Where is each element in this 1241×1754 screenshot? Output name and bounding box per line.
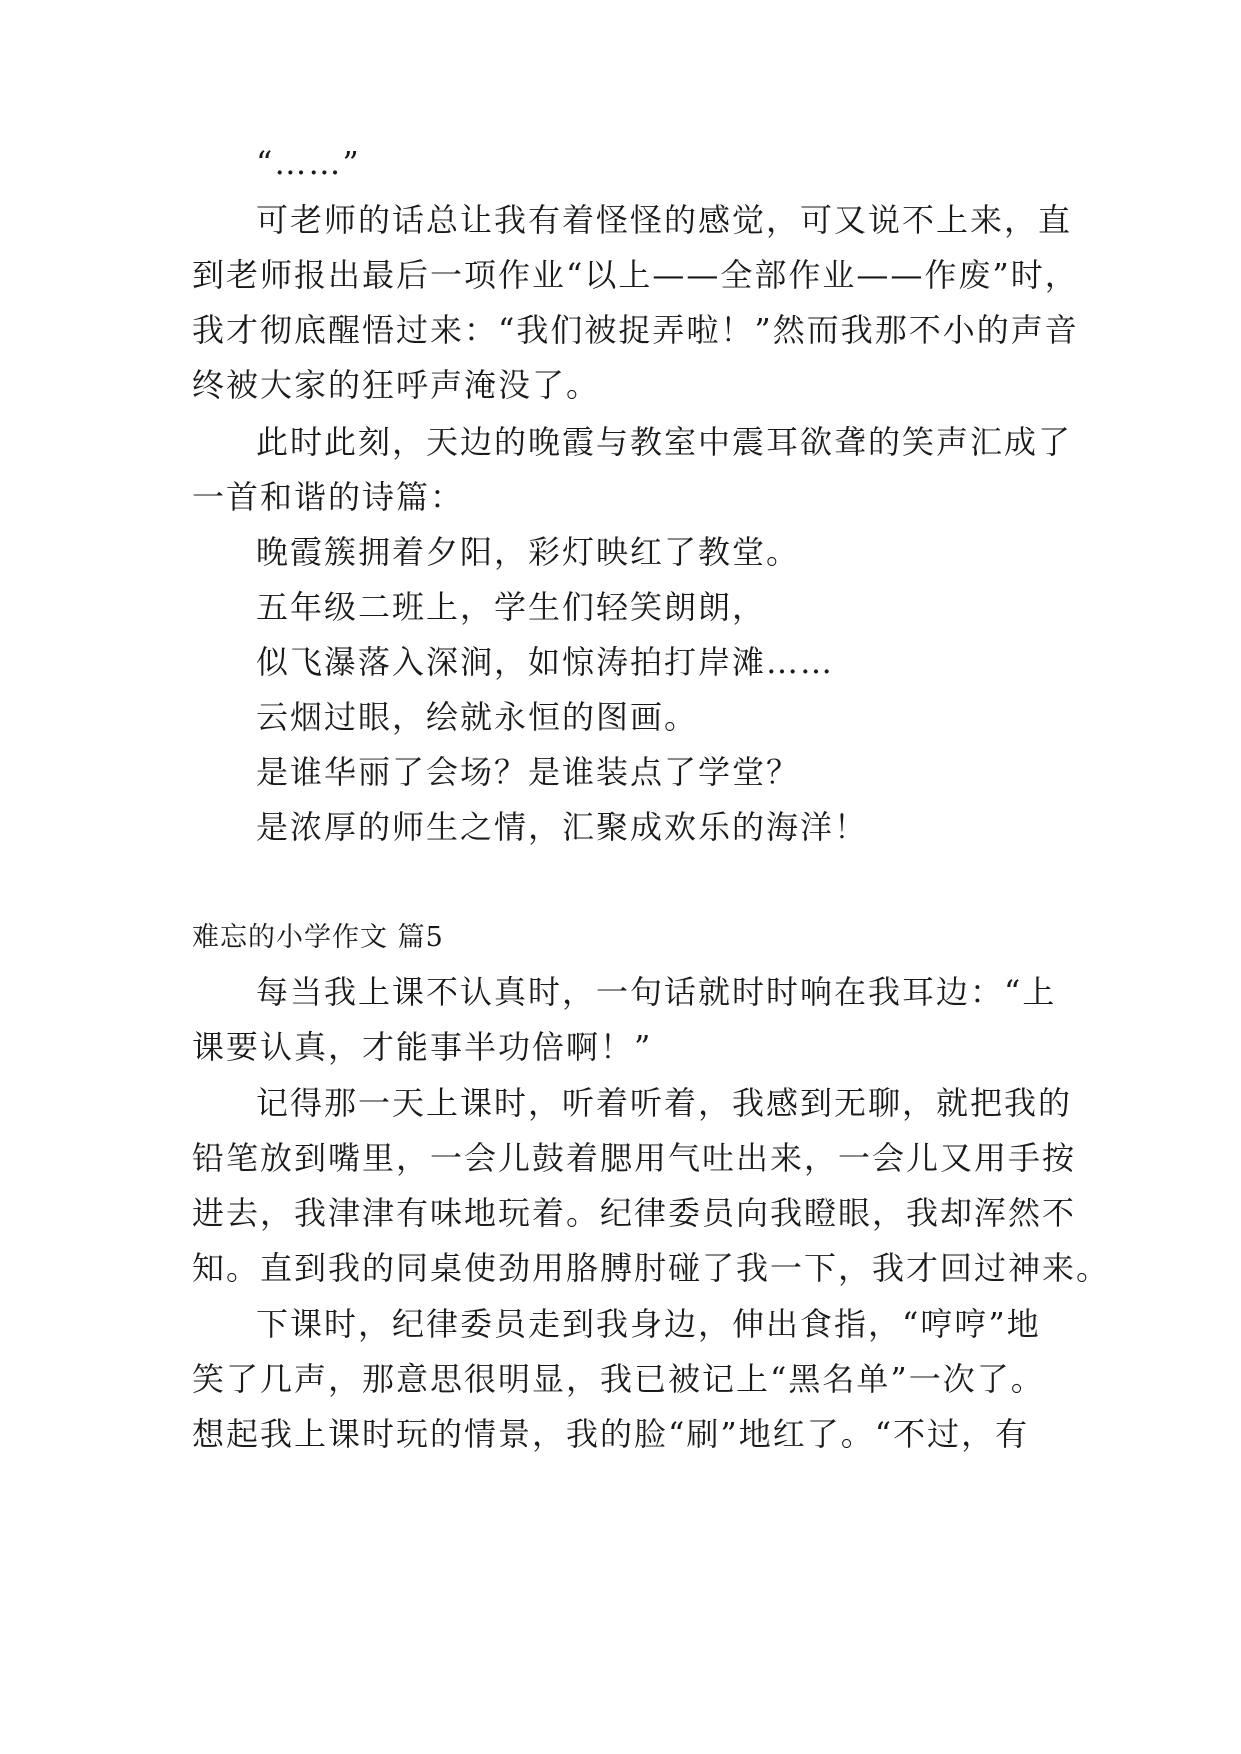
text-line: 进去，我津津有味地玩着。纪律委员向我瞪眼，我却浑然不 — [192, 1194, 1077, 1232]
poem-line: 晚霞簇拥着夕阳，彩灯映红了教堂。 — [256, 533, 801, 571]
poem-line: 五年级二班上，学生们轻笑朗朗， — [256, 588, 767, 626]
text-line: 一首和谐的诗篇： — [192, 478, 465, 516]
text-line: 铅笔放到嘴里，一会儿鼓着腮用气吐出来，一会儿又用手按 — [192, 1139, 1077, 1177]
text-line: 想起我上课时玩的情景，我的脸“刷”地红了。“不过，有 — [192, 1415, 1030, 1453]
text-line: 可老师的话总让我有着怪怪的感觉，可又说不上来，直 — [256, 201, 1073, 239]
poem-line: 是谁华丽了会场？是谁装点了学堂？ — [256, 753, 801, 791]
text-line: 下课时，纪律委员走到我身边，伸出食指，“哼哼”地 — [256, 1305, 1041, 1343]
poem-line: 是浓厚的师生之情，汇聚成欢乐的海洋！ — [256, 808, 869, 846]
text-line: “……” — [256, 144, 361, 182]
text-line: 终被大家的狂呼声淹没了。 — [192, 366, 601, 404]
text-line: 到老师报出最后一项作业“以上——全部作业——作废”时， — [192, 256, 1079, 294]
text-line: 此时此刻，天边的晚霞与教室中震耳欲聋的笑声汇成了 — [256, 423, 1073, 461]
text-line: 课要认真，才能事半功倍啊！” — [192, 1028, 653, 1066]
text-line: 笑了几声，那意思很明显，我已被记上“黑名单”一次了。 — [192, 1360, 1045, 1398]
poem-line: 云烟过眼，绘就永恒的图画。 — [256, 698, 699, 736]
poem-line: 似飞瀑落入深涧，如惊涛拍打岸滩…… — [256, 643, 835, 681]
section-heading: 难忘的小学作文 篇5 — [192, 922, 444, 953]
text-line: 知。直到我的同桌使劲用胳膊肘碰了我一下，我才回过神来。 — [192, 1249, 1111, 1287]
text-line: 每当我上课不认真时，一句话就时时响在我耳边：“上 — [256, 973, 1057, 1011]
text-line: 记得那一天上课时，听着听着，我感到无聊，就把我的 — [256, 1084, 1073, 1122]
text-line: 我才彻底醒悟过来：“我们被捉弄啦！”然而我那不小的声音 — [192, 311, 1079, 349]
